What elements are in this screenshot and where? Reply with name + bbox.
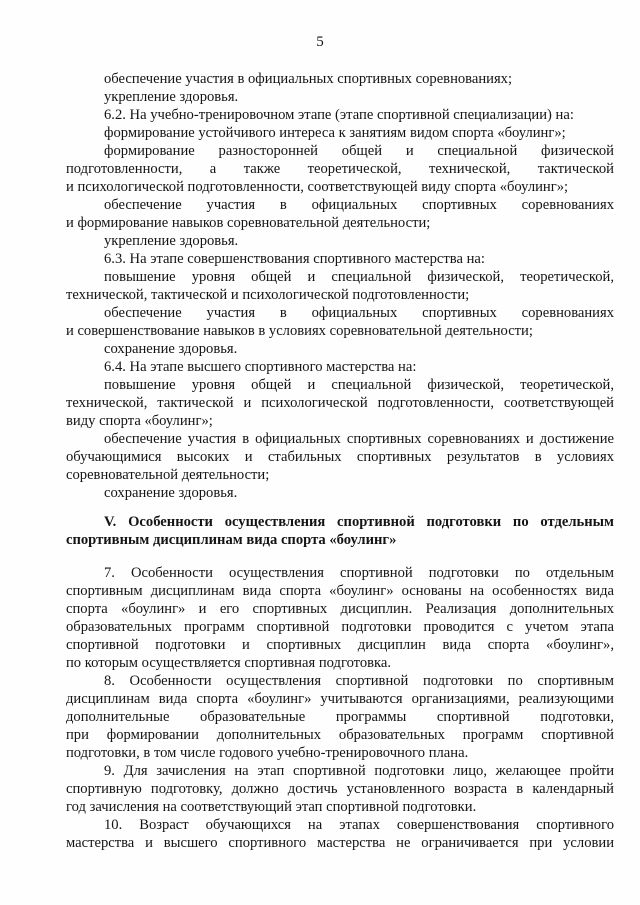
text-line: дисциплинам вида спорта «боулинг» учитываются организациями, реализующими xyxy=(66,691,614,707)
text-line: год зачисления на соответствующий этап спортивной подготовки. xyxy=(66,799,477,815)
text-line: обеспечение участия в официальных спортивных соревнованиях xyxy=(104,197,614,213)
section-heading: спортивным дисциплинам вида спорта «боулинг» xyxy=(66,532,397,548)
text-line: при формировании дополнительных образовательных программ спортивной xyxy=(66,727,614,743)
text-line: подготовки, в том числе годового учебно-тренировочного плана. xyxy=(66,745,469,761)
text-line: образовательных программ спортивной подготовки проводится с учетом этапа xyxy=(66,619,614,635)
text-line: спортивным дисциплинам вида спорта «боулинг» основаны на особенностях вида xyxy=(66,583,614,599)
text-line: подготовленности, а также теоретической, технической, тактической xyxy=(66,161,614,177)
text-line: виду спорта «боулинг»; xyxy=(66,413,213,429)
text-line: обеспечение участия в официальных спортивных соревнованиях; xyxy=(104,71,513,87)
section-heading: V. Особенности осуществления спортивной подготовки по отдельным xyxy=(104,514,614,530)
text-line: укрепление здоровья. xyxy=(104,89,239,105)
text-line: повышение уровня общей и специальной физической, теоретической, xyxy=(104,377,614,393)
text-line: 10. Возраст обучающихся на этапах совершенствования спортивного xyxy=(104,817,614,833)
text-line: 7. Особенности осуществления спортивной подготовки по отдельным xyxy=(104,565,614,581)
text-line: обеспечение участия в официальных спортивных соревнованиях и достижение xyxy=(104,431,614,447)
text-line: 6.3. На этапе совершенствования спортивного мастерства на: xyxy=(104,251,485,267)
text-line: 9. Для зачисления на этап спортивной подготовки лицо, желающее пройти xyxy=(104,763,614,779)
text-line: технической, тактической и психологической подготовленности, соответствующей xyxy=(66,395,614,411)
text-line: дополнительные образовательные программы спортивной подготовки, xyxy=(66,709,614,725)
text-line: 6.4. На этапе высшего спортивного мастерства на: xyxy=(104,359,417,375)
text-line: и психологической подготовленности, соответствующей виду спорта «боулинг»; xyxy=(66,179,569,195)
text-line: формирование разносторонней общей и специальной физической xyxy=(104,143,614,159)
text-line: сохранение здоровья. xyxy=(104,341,238,357)
text-line: формирование устойчивого интереса к занятиям видом спорта «боулинг»; xyxy=(104,125,566,141)
text-line: 6.2. На учебно-тренировочном этапе (этапе спортивной специализации) на: xyxy=(104,107,574,123)
text-line: спорта «боулинг» и его спортивных дисциплин. Реализация дополнительных xyxy=(66,601,614,617)
text-line: укрепление здоровья. xyxy=(104,233,239,249)
text-line: обучающимися высоких и стабильных спортивных результатов в условиях xyxy=(66,449,614,465)
text-line: по которым осуществляется спортивная подготовка. xyxy=(66,655,392,671)
text-line: спортивную подготовку, должно достичь установленного возраста в календарный xyxy=(66,781,614,797)
text-line: соревновательной деятельности; xyxy=(66,467,270,483)
text-line: 8. Особенности осуществления спортивной подготовки по спортивным xyxy=(104,673,614,689)
page-number: 5 xyxy=(316,34,324,50)
text-line: обеспечение участия в официальных спортивных соревнованиях xyxy=(104,305,614,321)
text-line: повышение уровня общей и специальной физической, теоретической, xyxy=(104,269,614,285)
text-line: и совершенствование навыков в условиях соревновательной деятельности; xyxy=(66,323,533,339)
text-line: технической, тактической и психологической подготовленности; xyxy=(66,287,470,303)
text-line: спортивной подготовки и спортивных дисциплин вида спорта «боулинг», xyxy=(66,637,614,653)
text-line: и формирование навыков соревновательной деятельности; xyxy=(66,215,431,231)
text-line: мастерства и высшего спортивного мастерства не ограничивается при условии xyxy=(66,835,614,851)
text-line: сохранение здоровья. xyxy=(104,485,238,501)
